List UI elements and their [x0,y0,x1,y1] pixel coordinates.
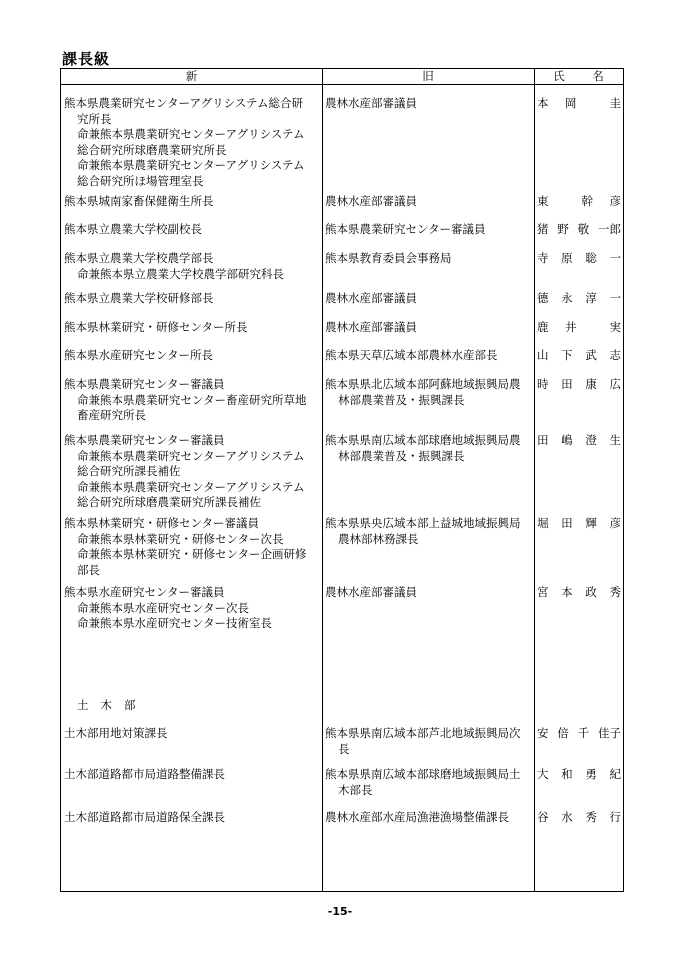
name-char: 山 [537,348,549,362]
name-char: 志 [609,348,621,362]
page-title: 課長級 [62,50,111,68]
new-position-cell [64,194,320,210]
new-position-line: 部長 [77,562,100,577]
name-char: 野 [557,222,569,236]
column-divider [322,69,323,891]
name-char: 下 [561,348,573,362]
new-position-line: 総合研究所課長補佐 [77,464,181,478]
header-old: 旧 [422,69,434,83]
new-position-cell [64,726,320,742]
name-char: 田 [537,433,549,447]
person-name [537,291,621,307]
new-position-line: 熊本県林業研究・研修センター所長 [64,320,248,334]
new-position-cell [64,377,320,424]
new-position-cell [64,810,320,826]
name-char: 猪 [537,222,549,236]
name-char: 一郎 [597,222,621,236]
name-char: 彦 [609,194,621,208]
old-position-line: 農林水産部審議員 [325,291,417,305]
name-char: 秀 [585,810,597,824]
old-position-cell [325,516,531,547]
old-position-line: 木部長 [338,782,373,797]
name-char: 武 [585,348,597,362]
name-char: 時 [537,377,549,391]
new-position-line: 土木部用地対策課長 [64,726,168,740]
name-char: 佳子 [597,726,621,740]
person-name [537,251,621,267]
new-position-cell [64,585,320,632]
person-name [537,222,621,238]
old-position-line: 農林水産部審議員 [325,96,417,110]
name-char: 圭 [609,96,621,110]
name-char: 大 [537,767,549,781]
name-char: 政 [585,585,597,599]
name-char: 永 [561,291,573,305]
new-position-line: 土木部道路都市局道路保全課長 [64,810,225,824]
old-position-line: 熊本県県北広域本部阿蘇地域振興局農 [325,377,521,391]
name-char: 生 [609,433,621,447]
new-position-line: 究所長 [77,111,112,126]
new-position-line: 熊本県農業研究センターアグリシステム総合研 [64,96,303,110]
old-position-cell [325,96,531,112]
new-position-line: 命兼熊本県農業研究センターアグリシステム [77,479,305,494]
name-char: 德 [537,291,549,305]
name-char: 田 [561,377,573,391]
column-divider [534,69,535,891]
old-position-line: 農林部林務課長 [338,531,419,546]
old-position-line: 農林水産部水産局漁港漁場整備課長 [325,810,509,824]
new-position-line: 熊本県水産研究センター所長 [64,348,214,362]
old-position-cell [325,585,531,601]
table-header [61,69,623,85]
new-position-line: 総合研究所球磨農業研究所課長補佐 [77,495,261,509]
name-char: 寺 [537,251,549,265]
name-char: 敬 [577,222,590,236]
person-name [537,377,621,393]
old-position-line: 熊本県県南広域本部球磨地域振興局土 [325,767,521,781]
new-position-line: 総合研究所球磨農業研究所長 [77,142,227,157]
old-position-cell [325,810,531,826]
old-position-cell [325,194,531,210]
name-char: 井 [565,320,577,334]
person-name [537,194,621,210]
new-position-line: 熊本県立農業大学校研修部長 [64,291,214,305]
name-char: 広 [609,377,621,391]
name-char: 嶋 [561,433,573,447]
old-position-line: 農林水産部審議員 [325,320,417,334]
name-char: 聡 [585,251,597,265]
name-char: 鹿 [537,320,549,334]
new-position-cell [64,251,320,282]
name-char: 田 [561,516,573,530]
name-char: 本 [537,96,549,110]
new-position-line: 命兼熊本県農業研究センターアグリシステム [77,127,305,141]
name-char: 岡 [565,96,577,110]
name-char: 幹 [581,194,593,208]
new-position-line: 熊本県水産研究センター審議員 [64,585,225,599]
name-char: 水 [561,810,573,824]
old-position-line: 熊本県農業研究センター審議員 [325,222,486,236]
person-name [537,96,621,112]
new-position-line: 命兼熊本県農業研究センターアグリシステム [77,448,305,463]
old-position-line: 熊本県天草広域本部農林水産部長 [325,348,498,362]
new-position-cell [64,320,320,336]
old-position-line: 農林水産部審議員 [325,585,417,599]
header-name: 氏 名 [553,69,612,83]
new-position-cell [64,222,320,238]
old-position-line: 長 [338,741,350,756]
new-position-line: 命兼熊本県農業研究センターアグリシステム [77,158,305,172]
old-position-cell [325,433,531,464]
name-char: 勇 [585,767,597,781]
person-name [537,348,621,364]
old-position-cell [325,251,531,267]
page-number: -15- [327,905,353,918]
name-char: 彦 [609,516,621,530]
old-position-line: 熊本県県南広域本部球磨地域振興局農 [325,433,521,447]
new-position-line: 熊本県農業研究センター審議員 [64,377,225,391]
new-position-line: 土木部道路都市局道路整備課長 [64,767,225,781]
name-char: 輝 [585,516,597,530]
name-char: 紀 [609,767,621,781]
new-position-line: 熊本県林業研究・研修センター審議員 [64,516,260,530]
person-name [537,767,621,783]
name-char: 実 [609,320,621,334]
name-char: 和 [561,767,573,781]
new-position-line: 命兼熊本県立農業大学校農学部研究科長 [77,266,284,281]
name-char: 堀 [537,516,549,530]
person-name [537,516,621,532]
name-char: 秀 [609,585,621,599]
new-position-cell [64,767,320,783]
old-position-cell [325,726,531,757]
old-position-line: 熊本県県央広域本部上益城地域振興局 [325,516,521,530]
name-char: 一 [609,291,621,305]
new-position-cell [64,433,320,511]
person-name [537,320,621,336]
person-name [537,585,621,601]
old-position-line: 林部農業普及・振興課長 [338,392,465,407]
name-char: 康 [585,377,597,391]
name-char: 澄 [585,433,597,447]
person-name [537,810,621,826]
new-position-line: 総合研究所ほ場管理室長 [77,173,204,188]
new-position-line: 熊本県農業研究センター審議員 [64,433,225,447]
name-char: 千 [577,726,590,740]
new-position-line: 命兼熊本県水産研究センター技術室長 [77,616,273,630]
name-char: 本 [561,585,573,599]
new-position-line: 熊本県立農業大学校副校長 [64,222,202,236]
name-char: 行 [609,810,621,824]
name-char: 淳 [585,291,597,305]
name-char: 谷 [537,810,549,824]
name-char: 東 [537,194,549,208]
name-char: 倍 [557,726,569,740]
name-char: 宮 [537,585,549,599]
old-position-line: 農林水産部審議員 [325,194,417,208]
old-position-cell [325,222,531,238]
person-name [537,433,621,449]
new-position-cell [64,348,320,364]
new-position-line: 命兼熊本県水産研究センター次長 [77,600,250,615]
new-position-line: 命兼熊本県林業研究・研修センター次長 [77,531,284,546]
header-new: 新 [185,69,198,83]
old-position-cell [325,377,531,408]
new-position-cell [64,96,320,189]
new-position-cell [64,516,320,578]
old-position-cell [325,767,531,798]
old-position-line: 熊本県県南広域本部芦北地域振興局次 [325,726,521,740]
new-position-cell [64,291,320,307]
old-position-cell [325,291,531,307]
name-char: 安 [537,726,549,740]
old-position-cell [325,320,531,336]
new-position-line: 熊本県城南家畜保健衛生所長 [64,194,214,208]
personnel-table [60,68,624,892]
old-position-cell [325,348,531,364]
new-position-line: 熊本県立農業大学校農学部長 [64,251,214,265]
new-position-line: 命兼熊本県林業研究・研修センター企画研修 [77,547,307,561]
old-position-line: 林部農業普及・振興課長 [338,448,465,463]
name-char: 原 [561,251,573,265]
old-position-line: 熊本県教育委員会事務局 [325,251,452,265]
new-position-line: 畜産研究所長 [77,408,146,422]
section-label: 土木部 [77,698,148,712]
person-name [537,726,621,742]
new-position-line: 命兼熊本県農業研究センター畜産研究所草地 [77,392,307,407]
name-char: 一 [609,251,621,265]
